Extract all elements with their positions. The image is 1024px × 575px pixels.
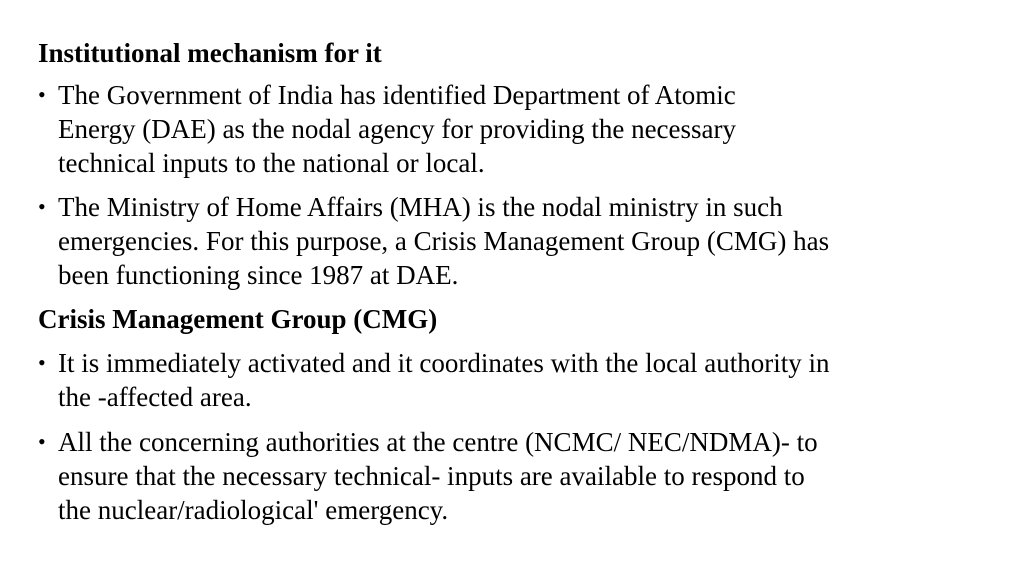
bullet-line: technical inputs to the national or local.	[58, 148, 485, 178]
bullet-line: The Government of India has identified Department of Atomic	[58, 80, 736, 110]
bullet-item-authorities	[38, 425, 988, 527]
bullet-icon: •	[38, 350, 46, 375]
bullet-line: emergencies. For this purpose, a Crisis Management Group (CMG) has	[58, 226, 830, 256]
slide-content	[38, 36, 988, 527]
bullet-icon: •	[38, 194, 46, 219]
bullet-line: the nuclear/radiological' emergency.	[58, 495, 449, 525]
bullet-icon: •	[38, 82, 46, 107]
bullet-line: It is immediately activated and it coordinates with the local authority in	[58, 348, 830, 378]
bullet-icon: •	[38, 429, 46, 454]
bullet-item-dae	[38, 78, 988, 180]
bullet-line: Energy (DAE) as the nodal agency for providing the necessary	[58, 114, 737, 144]
bullet-line: All the concerning authorities at the centre (NCMC/ NEC/NDMA)- to	[58, 427, 818, 457]
bullet-item-activation	[38, 346, 988, 414]
bullet-item-mha	[38, 190, 988, 292]
bullet-line: ensure that the necessary technical- inputs are available to respond to	[58, 461, 805, 491]
bullet-line: The Ministry of Home Affairs (MHA) is the nodal ministry in such	[58, 192, 783, 222]
bullet-line: the -affected area.	[58, 382, 252, 412]
section-heading-institutional-mechanism: Institutional mechanism for it	[38, 38, 382, 68]
bullet-line: been functioning since 1987 at DAE.	[58, 260, 459, 290]
section-heading-cmg: Crisis Management Group (CMG)	[38, 304, 438, 334]
